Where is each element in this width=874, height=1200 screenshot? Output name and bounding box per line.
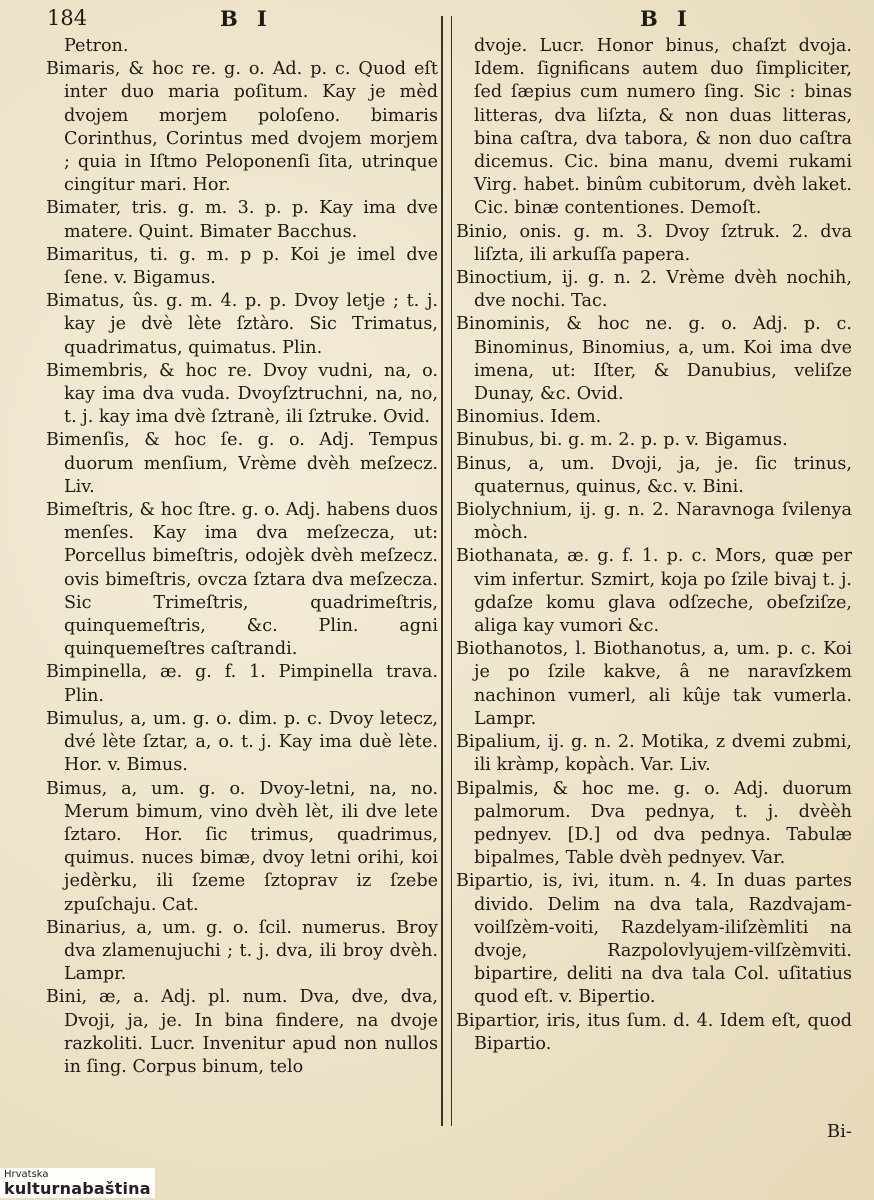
page-number: 184 [47,6,88,30]
column-rule-thin [451,16,452,1126]
dictionary-entry: Binarius, a, um. g. o. ſcil. numerus. Broy dva zlamenujuchi ; t. j. dva, ili broy dvèh. Lampr. [46,917,438,985]
dictionary-entry: Bimpinella, æ. g. f. 1. Pimpinella trava. Plin. [46,662,438,706]
dictionary-entry: Bimembris, & hoc re. Dvoy vudni, na, o. kay ima dva vuda. Dvoyſztruchni, na, no, t. j. kay ima dvè ſztranè, ili ſztruke. Ovid. [46,360,438,428]
column-rule [441,16,443,1126]
dictionary-entry: Bimeſtris, & hoc ſtre. g. o. Adj. habens duos menſes. Kay ima dva meſzecza, ut: Porcellus bimeſtris, odojèk dvèh meſzecz. ovis bimeſtris, ovcza ſztara dva meſzecza. Sic Trimeſtris, quadrimeſtris, quinquemeſtris, &c. Plin. agni quinquemeſtres caſtrandi. [46,500,438,660]
dictionary-entry: Binubus, bi. g. m. 2. p. p. v. Bigamus. [456,430,788,451]
dictionary-entry: Bimenſis, & hoc ſe. g. o. Adj. Tempus duorum menſium, Vrème dvèh meſzecz. Liv. [46,430,438,497]
right-column [456,35,852,1056]
dictionary-entry: Bimaritus, ti. g. m. p p. Koi je imel dve ſene. v. Bigamus. [46,244,438,289]
dictionary-entry: Bipartio, is, ivi, itum. n. 4. In duas partes divido. Delim na dva tala, Razdvajam-voilſzèm-voiti, Razdelyam-iliſzèmliti na dvoje, Razpolovlyujem-vilſzèmviti. bipartire, deliti na dva tala Col. uſitatius quod eſt. v. Bipertio. [456,871,852,1008]
dictionary-entry: Bipalmis, & hoc me. g. o. Adj. duorum palmorum. Dva pednya, t. j. dvèèh pednyev. [D.] od dva pednya. Tabulæ bipalmes, Table dvèh pednyev. Var. [456,778,852,869]
catchword: Bi- [826,1121,852,1142]
running-head-left: B I [220,6,273,31]
dictionary-entry: Bimulus, a, um. g. o. dim. p. c. Dvoy letecz, dvé lète ſztar, a, o. t. j. Kay ima duè lète. Hor. v. Bimus. [46,708,438,776]
dictionary-entry: Bipartior, iris, itus ſum. d. 4. Idem eſt, quod Bipartio. [456,1010,852,1054]
dictionary-entry: Bini, æ, a. Adj. pl. num. Dva, dve, dva, Dvoji, ja, je. In bina findere, na dvoje razkoliti. Lucr. Invenitur apud non nullos in ſing. Corpus binum, telo [46,987,438,1077]
dictionary-entry: Bimus, a, um. g. o. Dvoy-letni, na, no. Merum bimum, vino dvèh lèt, ili dve lete ſztaro. Hor. ſic trimus, quadrimus, quimus. nuces bimæ, dvoy letni orihi, koi jedèrku, ili ſzeme ſztoprav iz ſzebe zpuſchaju. Cat. [46,778,438,915]
dictionary-entry: Bipalium, ij. g. n. 2. Motika, z dvemi zubmi, ili kràmp, kopàch. Var. Liv. [456,732,852,776]
dictionary-entry: Bimatus, ûs. g. m. 4. p. p. Dvoy letje ; t. j. kay je dvè lète ſztàro. Sic Trimatus, quadrimatus, quimatus. Plin. [46,291,438,358]
watermark-line-1: Hrvatska [4,1169,49,1180]
dictionary-entry: Binio, onis. g. m. 3. Dvoy ſztruk. 2. dva liſzta, ili arkuſſa papera. [456,221,852,265]
dictionary-entry: Binus, a, um. Dvoji, ja, je. ſic trinus, quaternus, quinus, &c. v. Bini. [456,453,852,497]
dictionary-entry: Bimater, tris. g. m. 3. p. p. Kay ima dve matere. Quint. Bimater Bacchus. [46,198,438,242]
dictionary-entry: Biothanotos, l. Biothanotus, a, um. p. c. Koi je po ſzile kakve, â ne naravſzkem nachinon vumerl, ali kûje tak vumerla. Lampr. [456,639,852,729]
dictionary-entry: Binoctium, ij. g. n. 2. Vrème dvèh nochih, dve nochi. Tac. [456,268,852,312]
page-header [0,6,874,36]
dictionary-entry: Petron. [64,36,129,56]
dictionary-entry: Binominis, & hoc ne. g. o. Adj. p. c. Binominus, Binomius, a, um. Koi ima dve imena, ut: Iſter, & Danubius, veliſze Dunay, &c. Ovid. [456,314,852,405]
watermark-logo [0,1168,155,1198]
dictionary-entry: Binomius. Idem. [456,407,602,428]
watermark-line-2: kulturnabaština [4,1179,151,1198]
dictionary-entry: dvoje. Lucr. Honor binus, chaſzt dvoja. Idem. ſignificans autem duo ſimpliciter, ſed ſæpius cum numero ſing. Sic : binas litteras, dva liſzta, & non duas litteras, bina caſtra, dva tabora, & non duo caſtra dicemus. Cic. bina manu, dvemi rukami Virg. habet. binûm cubitorum, dvèh laket. Cic. binæ contentiones. Demoſt. [474,36,852,219]
left-column [46,35,438,1079]
dictionary-entry: Biolychnium, ij. g. n. 2. Naravnoga ſvilenya mòch. [456,500,852,544]
dictionary-entry: Biothanata, æ. g. f. 1. p. c. Mors, quæ per vim infertur. Szmirt, koja po ſzile bivaj t. j. gdaſze komu glava odſzeche, obeſziſze, aliga kay vumori &c. [456,546,852,637]
running-head-right: B I [640,6,693,31]
dictionary-entry: Bimaris, & hoc re. g. o. Ad. p. c. Quod eſt inter duo maria poſitum. Kay je mèd dvojem morjem poloſeno. bimaris Corinthus, Corintus med dvojem morjem ; quia in Iſtmo Peloponenſi ſita, utrinque cingitur mari. Hor. [46,59,438,196]
